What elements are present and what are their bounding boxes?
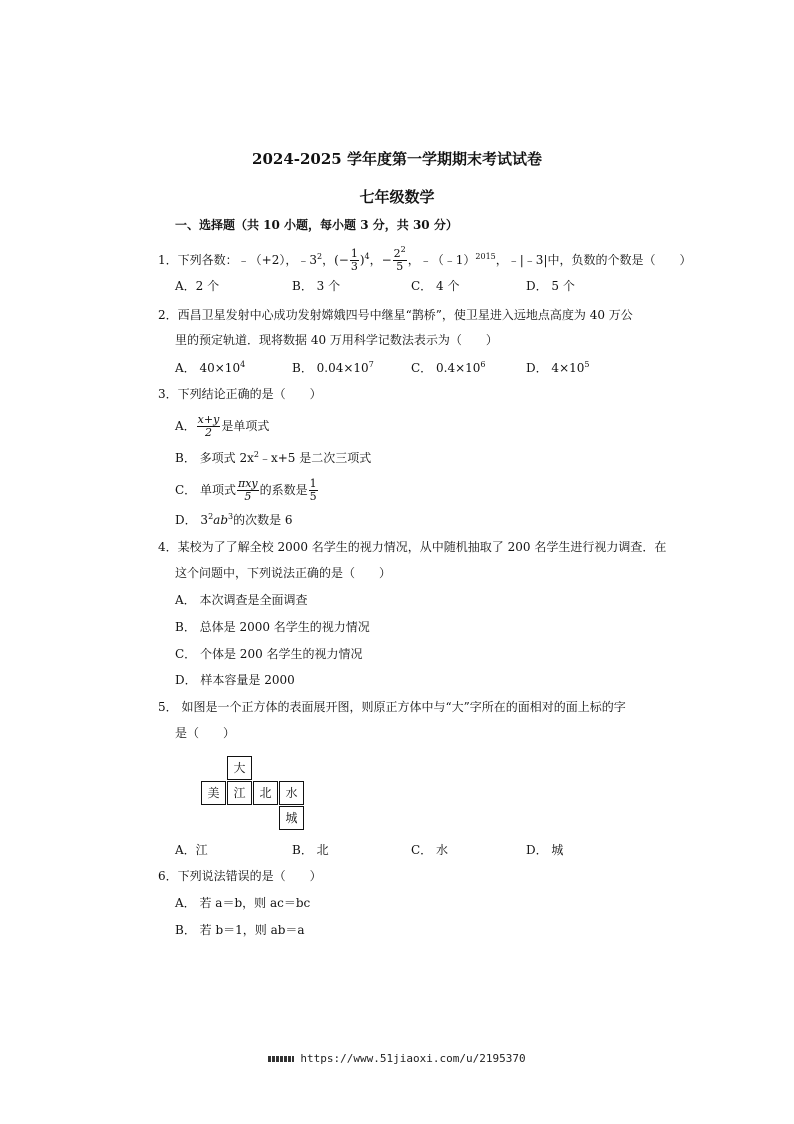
question-3-stem: 3．下列结论正确的是（ ） — [158, 387, 322, 401]
site-logo-icon — [268, 1056, 294, 1062]
question-1-option-a[interactable]: A．2 个 — [175, 279, 220, 293]
question-3-option-c[interactable]: C． 单项式 $\frac{\text{πxy}}{5}$ 的系数是 $\frac{1}{5}$ — [175, 477, 317, 503]
exam-subtitle: 七年级数学 — [359, 188, 435, 206]
question-5-option-b[interactable]: B． 北 — [292, 843, 329, 857]
question-4-option-a[interactable]: A． 本次调查是全面调查 — [175, 593, 308, 607]
question-4-option-c[interactable]: C． 个体是 200 名学生的视力情况 — [175, 647, 363, 661]
question-4-line-1: 4．某校为了了解全校 2000 名学生的视力情况，从中随机抽取了 200 名学生进行视力调查．在 — [158, 540, 667, 554]
fraction: $\frac{1}{5}$ — [309, 477, 317, 503]
cube-face-mei: 美 — [201, 781, 226, 805]
footer-url[interactable]: https://www.51jiaoxi.com/u/2195370 — [300, 1052, 526, 1065]
question-2-option-d[interactable]: D． $4\times 10^5$ — [526, 360, 590, 375]
question-1-option-c[interactable]: C． 4 个 — [411, 279, 460, 293]
question-6-option-a[interactable]: A． 若 a＝b，则 ac＝bc — [175, 896, 311, 910]
question-4-option-d[interactable]: D． 样本容量是 2000 — [175, 673, 295, 687]
question-5-option-d[interactable]: D． 城 — [526, 843, 564, 857]
cube-face-cheng: 城 — [279, 806, 304, 830]
question-2-option-b[interactable]: B． $0.04\times 10^7$ — [292, 360, 374, 375]
cube-net-figure — [201, 756, 305, 830]
question-2-line-2: 里的预定轨道．现将数据 40 万用科学记数法表示为（ ） — [175, 333, 498, 347]
question-5-line-1: 5． 如图是一个正方体的表面展开图，则原正方体中与“大”字所在的面相对的面上标的字 — [158, 700, 626, 714]
exam-title: 2024-2025 学年度第一学期期末考试试卷 — [252, 150, 542, 168]
question-1-stem: 1．下列各数：﹣（+2），$﹣3^2$，(− $\frac{1}{3}$ )$^4$，− $\frac{2^2}{5}$ ，﹣（﹣1）$^{2015}$，﹣|﹣3|中，负数的个数是（ ） — [158, 245, 692, 273]
question-5-option-c[interactable]: C． 水 — [411, 843, 448, 857]
fraction: $\frac{1}{3}$ — [350, 247, 358, 273]
fraction: $\frac{x+y}{2}$ — [197, 413, 220, 439]
question-2-line-1: 2．西昌卫星发射中心成功发射嫦娥四号中继星“鹊桥”，使卫星进入远地点高度为 40 万公 — [158, 308, 633, 322]
cube-face-da: 大 — [227, 756, 252, 780]
section-heading: 一、选择题（共 10 小题，每小题 3 分，共 30 分） — [175, 218, 458, 232]
question-6-stem: 6．下列说法错误的是（ ） — [158, 869, 322, 883]
question-6-option-b[interactable]: B． 若 b＝1，则 ab＝a — [175, 923, 305, 937]
question-4-line-2: 这个问题中，下列说法正确的是（ ） — [175, 566, 392, 580]
question-1-option-d[interactable]: D． 5 个 — [526, 279, 575, 293]
question-5-line-2: 是（ ） — [175, 726, 236, 740]
cube-face-bei: 北 — [253, 781, 278, 805]
footer-watermark — [0, 1052, 794, 1065]
question-2-option-c[interactable]: C． $0.4\times 10^6$ — [411, 360, 486, 375]
question-5-option-a[interactable]: A．江 — [175, 843, 208, 857]
question-4-option-b[interactable]: B． 总体是 2000 名学生的视力情况 — [175, 620, 370, 634]
cube-face-shui: 水 — [279, 781, 304, 805]
question-3-option-b[interactable]: B． 多项式 $2x^2﹣x+5$ 是二次三项式 — [175, 450, 372, 465]
question-2-option-a[interactable]: A． $40\times 10^4$ — [175, 360, 246, 375]
question-3-option-a[interactable]: A． $\frac{x+y}{2}$ 是单项式 — [175, 413, 270, 439]
fraction: $\frac{\text{πxy}}{5}$ — [238, 477, 258, 503]
question-3-option-d[interactable]: D． $3^2ab^3$的次数是 6 — [175, 512, 293, 527]
cube-face-jiang: 江 — [227, 781, 252, 805]
question-1-option-b[interactable]: B． 3 个 — [292, 279, 341, 293]
fraction: $\frac{2^2}{5}$ — [393, 245, 406, 273]
